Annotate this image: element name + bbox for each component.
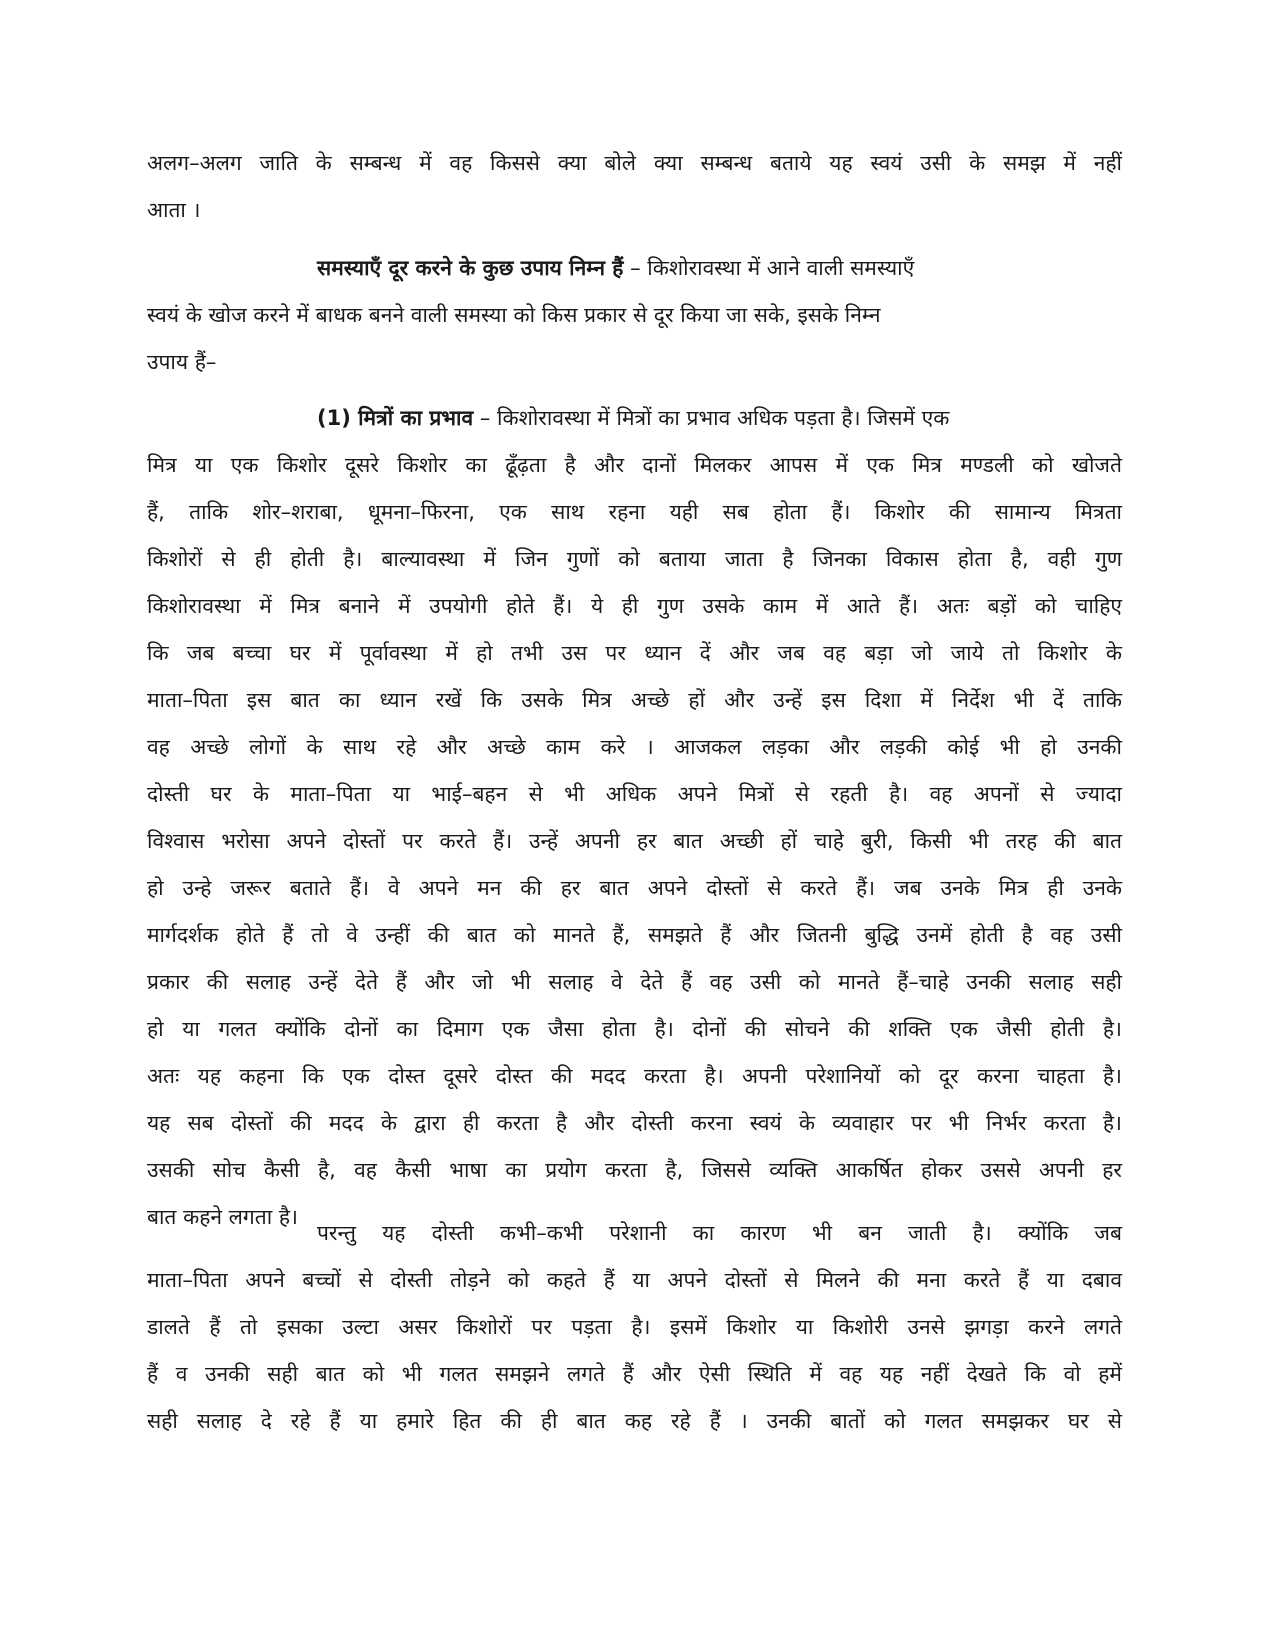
paragraph-line-text: – किशोरावस्था में मित्रों का प्रभाव अधिक पड़ता है। जिसमें एक bbox=[473, 406, 950, 430]
section-heading: समस्याएँ दूर करने के कुछ उपाय निम्न हैं bbox=[317, 256, 624, 280]
paragraph-line: वह अच्छे लोगों के साथ रहे और अच्छे काम करे । आजकल लड़का और लड़की कोई भी हो उनकी bbox=[147, 735, 1122, 759]
paragraph-line: बात कहने लगता है। bbox=[147, 1205, 298, 1229]
paragraph-line: कि जब बच्चा घर में पूर्वावस्था में हो तभी उस पर ध्यान दें और जब वह बड़ा जो जाये तो किशोर के bbox=[147, 641, 1122, 665]
paragraph-1 bbox=[147, 140, 1122, 234]
paragraph-line: अलग–अलग जाति के सम्बन्ध में वह किससे क्या बोले क्या सम्बन्ध बताये यह स्वयं उसी के समझ में नहीं bbox=[147, 151, 1122, 175]
paragraph-line: यह सब दोस्तों की मदद के द्वारा ही करता है और दोस्ती करना स्वयं के व्यवाहार पर भी निर्भर करता है। bbox=[147, 1111, 1122, 1135]
paragraph-first-line bbox=[147, 395, 1122, 442]
paragraph-line: मार्गदर्शक होते हैं तो वे उन्हीं की बात को मानते हैं, समझते हैं और जितनी बुद्धि उनमें होती है वह उसी bbox=[147, 923, 1122, 947]
paragraph-line-text: – किशोरावस्था में आने वाली समस्याएँ bbox=[623, 256, 915, 280]
paragraph-line: प्रकार की सलाह उन्हें देते हैं और जो भी सलाह वे देते हैं वह उसी को मानते हैं–चाहे उनकी सलाह सही bbox=[147, 970, 1122, 994]
paragraph-line: हैं व उनकी सही बात को भी गलत समझने लगते हैं और ऐसी स्थिति में वह यह नहीं देखते कि वो हमें bbox=[147, 1362, 1122, 1386]
paragraph-4 bbox=[147, 1210, 1122, 1445]
paragraph-line: हैं, ताकि शोर–शराबा, धूमना–फिरना, एक साथ रहना यही सब होता हैं। किशोर की सामान्य मित्रता bbox=[147, 500, 1122, 524]
paragraph-line: उसकी सोच कैसी है, वह कैसी भाषा का प्रयोग करता है, जिससे व्यक्ति आकर्षित होकर उससे अपनी हर bbox=[147, 1158, 1122, 1182]
paragraph-line: डालते हैं तो इसका उल्टा असर किशोरों पर पड़ता है। इसमें किशोर या किशोरी उनसे झगड़ा करने लगते bbox=[147, 1315, 1122, 1339]
paragraph-line: हो या गलत क्योंकि दोनों का दिमाग एक जैसा होता है। दोनों की सोचने की शक्ति एक जैसी होती है। bbox=[147, 1017, 1122, 1041]
section-heading: (1) मित्रों का प्रभाव bbox=[317, 406, 474, 430]
paragraph-line: उपाय हैं– bbox=[147, 350, 217, 374]
paragraph-line: परन्तु यह दोस्ती कभी–कभी परेशानी का कारण भी बन जाती है। क्योंकि जब bbox=[317, 1221, 1122, 1245]
paragraph-first-line bbox=[147, 245, 1122, 292]
paragraph-3 bbox=[147, 395, 1122, 1241]
paragraph-line: हो उन्हे जरूर बताते हैं। वे अपने मन की हर बात अपने दोस्तों से करते हैं। जब उनके मित्र ही उनके bbox=[147, 876, 1122, 900]
paragraph-line: मित्र या एक किशोर दूसरे किशोर का ढूँढ़ता है और दानों मिलकर आपस में एक मित्र मण्डली को खोजते bbox=[147, 453, 1122, 477]
paragraph-line: विश्वास भरोसा अपने दोस्तों पर करते हैं। उन्हें अपनी हर बात अच्छी हों चाहे बुरी, किसी भी तरह की बात bbox=[147, 829, 1122, 853]
paragraph-line: सही सलाह दे रहे हैं या हमारे हित की ही बात कह रहे हैं । उनकी बातों को गलत समझकर घर से bbox=[147, 1409, 1122, 1433]
paragraph-2 bbox=[147, 245, 1122, 386]
paragraph-line: आता । bbox=[147, 198, 201, 222]
paragraph-line: किशोरों से ही होती है। बाल्यावस्था में जिन गुणों को बताया जाता है जिनका विकास होता है, वही गुण bbox=[147, 547, 1122, 571]
paragraph-line: दोस्ती घर के माता–पिता या भाई–बहन से भी अधिक अपने मित्रों से रहती है। वह अपनों से ज्यादा bbox=[147, 782, 1122, 806]
paragraph-line: माता–पिता अपने बच्चों से दोस्ती तोड़ने को कहते हैं या अपने दोस्तों से मिलने की मना करते हैं या दबाव bbox=[147, 1268, 1122, 1292]
paragraph-line: अतः यह कहना कि एक दोस्त दूसरे दोस्त की मदद करता है। अपनी परेशानियों को दूर करना चाहता है। bbox=[147, 1064, 1122, 1088]
paragraph-line: किशोरावस्था में मित्र बनाने में उपयोगी होते हैं। ये ही गुण उसके काम में आते हैं। अतः बड़ों को चाहिए bbox=[147, 594, 1122, 618]
paragraph-line: माता–पिता इस बात का ध्यान रखें कि उसके मित्र अच्छे हों और उन्हें इस दिशा में निर्देश भी दें ताकि bbox=[147, 688, 1122, 712]
paragraph-line: स्वयं के खोज करने में बाधक बनने वाली समस्या को किस प्रकार से दूर किया जा सके, इसके निम्न bbox=[147, 303, 881, 327]
